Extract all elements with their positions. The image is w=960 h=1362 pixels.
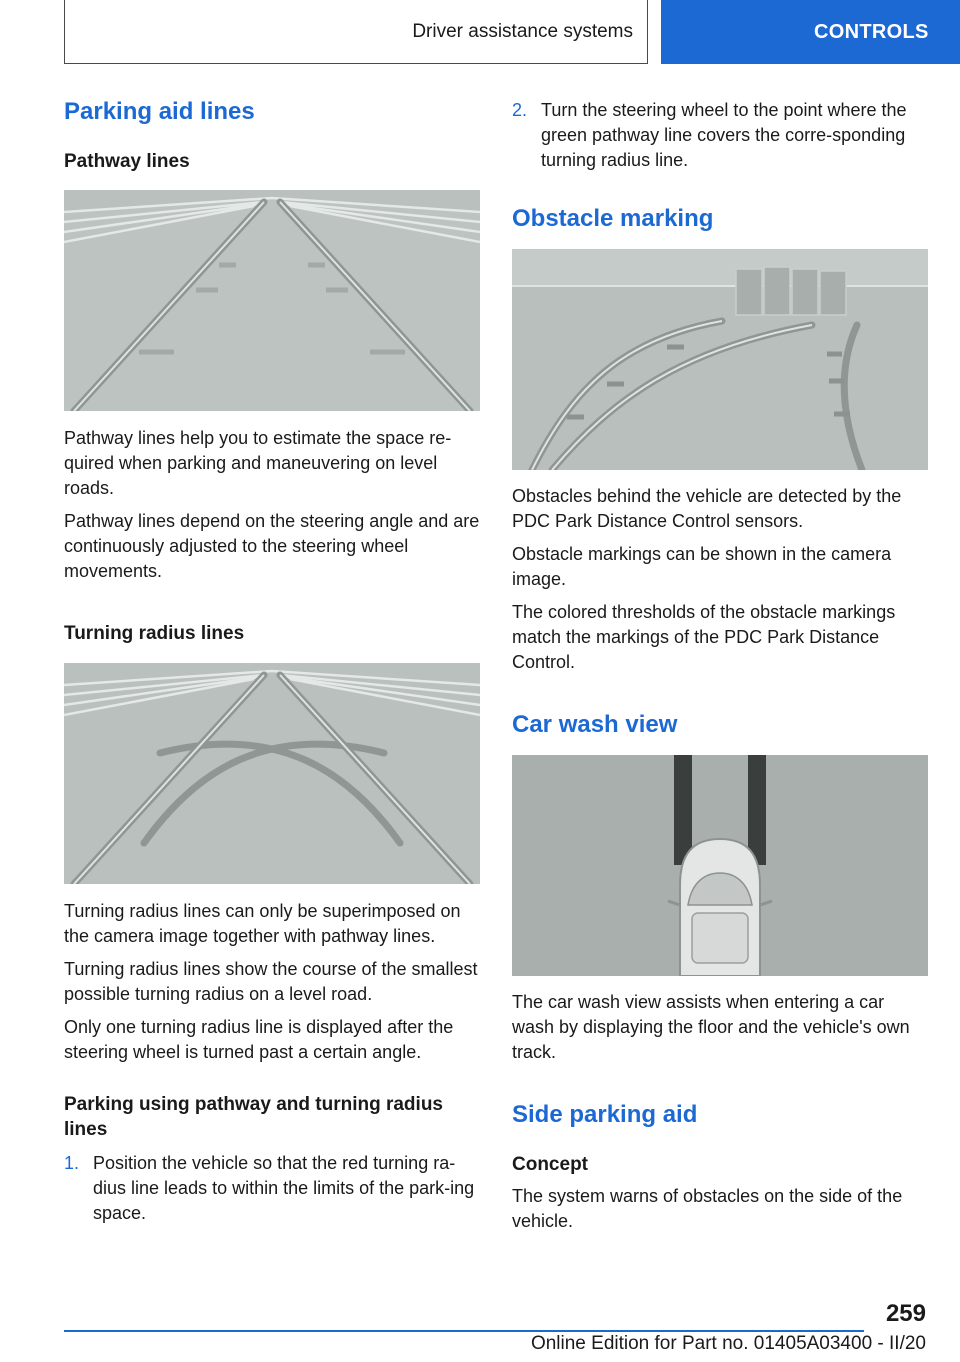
footer-edition-text: Online Edition for Part no. 01405A03400 - II/20 [530, 1333, 926, 1354]
pathway-lines-illustration [64, 190, 480, 411]
list-item [64, 1151, 480, 1226]
car-wash-view-illustration [512, 755, 928, 976]
list-item [512, 98, 928, 173]
step-number: 2. [512, 100, 528, 120]
step-text: Position the vehicle so that the red turning ra‐dius line leads to within the limits of the park‐ing space. [93, 1152, 475, 1223]
car-wash-paragraph-1: The car wash view assists when entering a car wash by displaying the floor and the vehicle's own track. [512, 991, 910, 1062]
parking-using-lines-heading: Parking using pathway and turning radius lines [64, 1094, 443, 1140]
side-parking-aid-title: Side parking aid [512, 1100, 698, 1128]
page-number: 259 [885, 1300, 926, 1327]
obstacle-paragraph-3: The colored thresholds of the obstacle markings match the markings of the PDC Park Distance Control. [512, 601, 896, 672]
step-number: 1. [64, 1152, 80, 1173]
concept-heading: Concept [512, 1154, 588, 1176]
obstacle-marking-figure [512, 249, 928, 470]
parking-steps-list-left [64, 1151, 480, 1226]
pathway-lines-figure [64, 190, 480, 411]
turning-radius-lines-heading: Turning radius lines [64, 623, 245, 645]
pathway-lines-paragraph-1: Pathway lines help you to estimate the space re‐quired when parking and maneuvering on level roads. [64, 428, 452, 499]
turning-radius-paragraph-1: Turning radius lines can only be superimposed on the camera image together with pathway lines. [64, 901, 461, 947]
header-section-box [64, 0, 648, 64]
car-wash-view-figure [512, 755, 928, 976]
pathway-lines-paragraph-2: Pathway lines depend on the steering angle and are continuously adjusted to the steering wheel movements. [64, 511, 480, 582]
step-text: Turn the steering wheel to the point where the green pathway line covers the corre‐sponding turning radius line. [541, 100, 907, 170]
pathway-lines-heading: Pathway lines [64, 150, 190, 172]
side-parking-paragraph-1: The system warns of obstacles on the side of the vehicle. [512, 1186, 903, 1232]
turning-radius-lines-figure [64, 663, 480, 884]
obstacle-marking-title: Obstacle marking [512, 205, 714, 232]
turning-radius-paragraph-2: Turning radius lines show the course of the smallest possible turning radius on a level road. [64, 959, 478, 1005]
turning-radius-paragraph-3: Only one turning radius line is displayed after the steering wheel is turned past a certain angle. [64, 1017, 454, 1063]
car-icon [668, 839, 772, 976]
header-section-title: Driver assistance systems [412, 20, 633, 42]
obstacle-paragraph-1: Obstacles behind the vehicle are detected by the PDC Park Distance Control sensors. [512, 485, 902, 531]
header-chapter-title: CONTROLS [814, 20, 929, 43]
car-wash-view-title: Car wash view [512, 710, 678, 738]
right-column [512, 98, 928, 1242]
parking-steps-list-right [512, 98, 928, 173]
left-column [64, 98, 480, 1226]
turning-radius-lines-illustration [64, 663, 480, 884]
header-chapter-tab [661, 0, 960, 64]
obstacle-paragraph-2: Obstacle markings can be shown in the camera image. [512, 543, 892, 589]
obstacle-marking-illustration [512, 249, 928, 470]
parking-aid-lines-title: Parking aid lines [64, 98, 255, 125]
footer-divider [64, 1330, 864, 1332]
